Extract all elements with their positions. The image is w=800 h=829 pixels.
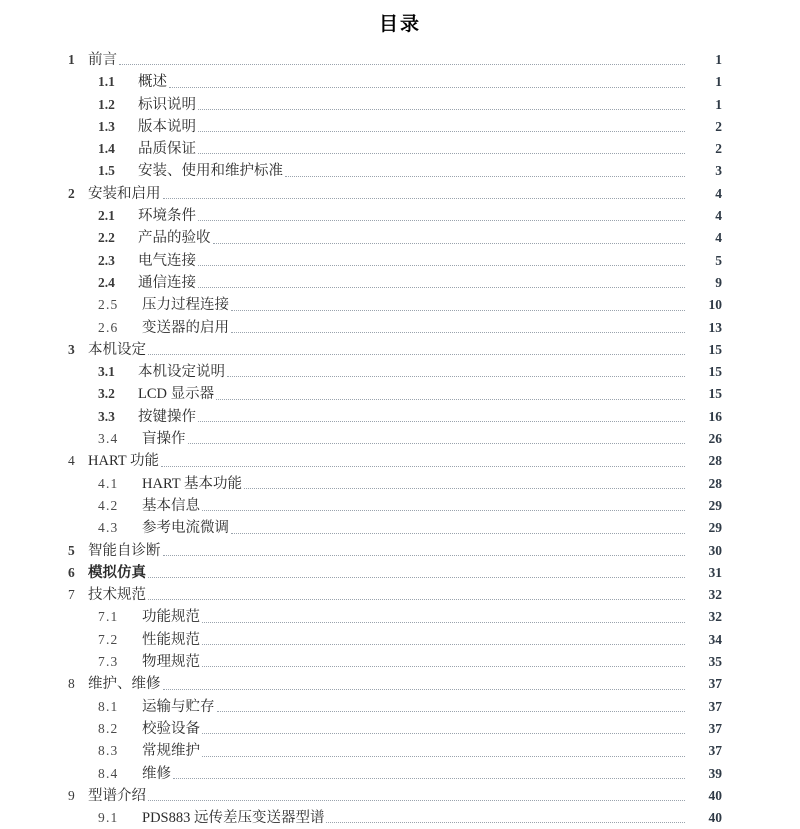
toc-entry-label: 维护、维修 <box>88 676 161 693</box>
toc-entry[interactable] <box>68 718 722 740</box>
toc-entry-label: 安装和启用 <box>88 185 161 202</box>
dot-leader <box>326 807 685 829</box>
dot-leader <box>148 339 685 361</box>
toc-entry[interactable] <box>68 317 722 339</box>
toc-entry-label: 基本信息 <box>142 497 200 514</box>
toc-entry-page-number: 30 <box>708 542 722 558</box>
toc-entry-page-number: 15 <box>708 364 722 380</box>
toc-entry-number: 2.5 <box>98 297 119 313</box>
toc-entry-page-number: 13 <box>708 319 722 335</box>
dot-leader <box>227 361 685 383</box>
dot-leader <box>202 606 685 628</box>
toc-entry-label: 技术规范 <box>88 587 146 604</box>
toc-entry-number: 3 <box>68 341 75 357</box>
toc-entry[interactable] <box>68 183 722 205</box>
page-title: 目录 <box>378 14 421 35</box>
toc-entry-label: 性能规范 <box>142 631 200 648</box>
dot-leader <box>198 94 685 116</box>
toc-entry[interactable] <box>68 428 722 450</box>
toc-entry[interactable] <box>68 562 722 584</box>
toc-entry[interactable] <box>68 49 722 71</box>
toc-entry-label: 压力过程连接 <box>142 297 229 314</box>
toc-entry-number: 8.1 <box>98 698 119 714</box>
toc-entry-number: 6 <box>68 564 75 580</box>
dot-leader <box>198 272 685 294</box>
toc-entry-number: 7.2 <box>98 631 119 647</box>
toc-entry-number: 8.4 <box>98 765 119 781</box>
toc-entry-number: 1.3 <box>98 118 115 134</box>
toc-entry[interactable] <box>68 584 722 606</box>
toc-entry-label: 环境条件 <box>138 208 196 225</box>
dot-leader <box>148 785 685 807</box>
toc-entry[interactable] <box>68 138 722 160</box>
toc-entry-label: 盲操作 <box>142 431 186 448</box>
toc-entry-page-number: 28 <box>708 475 722 491</box>
toc-entry-label: HART 功能 <box>88 453 159 470</box>
toc-entry-label: 模拟仿真 <box>88 564 146 581</box>
toc-entry-label: 智能自诊断 <box>88 542 161 559</box>
toc-entry-page-number: 10 <box>708 297 722 313</box>
toc-entry[interactable] <box>68 450 722 472</box>
toc-entry-number: 2.1 <box>98 208 115 224</box>
toc-entry-number: 4.3 <box>98 520 119 536</box>
toc-entry-page-number: 34 <box>708 631 722 647</box>
dot-leader <box>148 562 685 584</box>
toc-entry-number: 3.3 <box>98 408 115 424</box>
toc-entry-number: 1.4 <box>98 141 115 157</box>
toc-entry-page-number: 37 <box>708 676 722 692</box>
toc-entry[interactable] <box>68 71 722 93</box>
dot-leader <box>231 517 685 539</box>
toc-entry-number: 1 <box>68 52 75 67</box>
toc-entry-page-number: 32 <box>708 587 722 603</box>
dot-leader <box>148 584 685 606</box>
dot-leader <box>217 696 686 718</box>
toc-entry-label: 校验设备 <box>142 720 200 737</box>
toc-entry-page-number: 37 <box>708 698 722 714</box>
toc-entry-page-number: 1 <box>715 96 722 112</box>
toc-entry[interactable] <box>68 763 722 785</box>
toc-entry-number: 1.2 <box>98 96 115 112</box>
dot-leader <box>244 473 685 495</box>
toc-entry-number: 8 <box>68 676 75 692</box>
toc-entry-label: 物理规范 <box>142 654 200 671</box>
toc-entry[interactable] <box>68 94 722 116</box>
toc-entry-label: 品质保证 <box>138 141 196 158</box>
toc-entry-page-number: 9 <box>715 274 722 290</box>
dot-leader <box>202 740 685 762</box>
toc-entry[interactable] <box>68 116 722 138</box>
toc-entry-label: 产品的验收 <box>138 230 211 247</box>
toc-entry[interactable] <box>68 473 722 495</box>
toc-entry-page-number: 1 <box>715 74 722 90</box>
dot-leader <box>202 495 685 517</box>
toc-entry[interactable] <box>68 406 722 428</box>
toc-entry-page-number: 31 <box>708 564 722 580</box>
dot-leader <box>163 183 686 205</box>
toc-entry[interactable] <box>68 807 722 829</box>
toc-entry-label: 运输与贮存 <box>142 698 215 715</box>
toc-entry-label: LCD 显示器 <box>138 386 215 403</box>
toc-entry[interactable] <box>68 361 722 383</box>
dot-leader <box>216 383 685 405</box>
toc-entry-page-number: 15 <box>708 386 722 402</box>
toc-entry-page-number: 4 <box>715 185 722 201</box>
toc-entry-page-number: 40 <box>708 787 722 803</box>
toc-entry-number: 3.2 <box>98 386 115 402</box>
toc-entry-page-number: 37 <box>708 743 722 759</box>
toc-entry-page-number: 37 <box>708 720 722 736</box>
toc-entry-page-number: 2 <box>715 118 722 134</box>
dot-leader <box>198 250 685 272</box>
dot-leader <box>202 629 685 651</box>
toc-entry-label: 电气连接 <box>138 252 196 269</box>
toc-entry-number: 2.3 <box>98 252 115 268</box>
toc-entry-page-number: 39 <box>708 765 722 781</box>
toc-entry-number: 2.4 <box>98 274 115 290</box>
dot-leader <box>202 718 685 740</box>
toc-entry[interactable] <box>68 383 722 405</box>
toc-entry-page-number: 40 <box>708 810 722 826</box>
dot-leader <box>198 205 685 227</box>
toc-entry-label: 版本说明 <box>138 118 196 135</box>
toc-entry-page-number: 29 <box>708 520 722 536</box>
dot-leader <box>213 227 686 249</box>
dot-leader <box>198 406 685 428</box>
toc-entry[interactable] <box>68 740 722 762</box>
toc-entry[interactable] <box>68 339 722 361</box>
dot-leader <box>169 71 685 93</box>
dot-leader <box>198 138 685 160</box>
toc-entry-label: 功能规范 <box>142 609 200 626</box>
toc-entry-label: 通信连接 <box>138 274 196 291</box>
toc-entry-number: 2 <box>68 185 75 201</box>
toc-entry-number: 5 <box>68 542 75 558</box>
dot-leader <box>202 651 685 673</box>
toc-entry[interactable] <box>68 540 722 562</box>
toc-entry-label: 安装、使用和维护标准 <box>138 163 283 180</box>
toc-entry-page-number: 35 <box>708 654 722 670</box>
toc-entry[interactable] <box>68 673 722 695</box>
dot-leader <box>173 763 685 785</box>
toc-entry-label: 常规维护 <box>142 743 200 760</box>
toc-entry-label: 前言 <box>88 52 117 68</box>
toc-entry-number: 2.6 <box>98 319 119 335</box>
toc-entry-label: 维修 <box>142 765 171 782</box>
toc-entry-page-number: 15 <box>708 341 722 357</box>
toc-entry-number: 7.3 <box>98 654 119 670</box>
toc-entry-page-number: 2 <box>715 141 722 157</box>
toc-entry-page-number: 5 <box>715 252 722 268</box>
toc-entry-number: 1.1 <box>98 74 115 90</box>
toc-entry[interactable] <box>68 495 722 517</box>
toc-entry-page-number: 16 <box>708 408 722 424</box>
toc-entry-number: 3.4 <box>98 431 119 447</box>
toc-entry-page-number: 26 <box>708 431 722 447</box>
toc-entry-label: 按键操作 <box>138 408 196 425</box>
toc-entry-page-number: 29 <box>708 497 722 513</box>
toc-entry-label: HART 基本功能 <box>142 475 242 492</box>
toc-entry-number: 4 <box>68 453 75 469</box>
toc-entry[interactable] <box>68 696 722 718</box>
table-of-contents <box>0 49 800 829</box>
toc-entry-number: 8.2 <box>98 720 119 736</box>
toc-entry-label: 概述 <box>138 74 167 91</box>
toc-entry[interactable] <box>68 160 722 182</box>
dot-leader <box>231 317 685 339</box>
toc-entry[interactable] <box>68 651 722 673</box>
dot-leader <box>161 450 685 472</box>
toc-entry[interactable] <box>68 205 722 227</box>
toc-entry[interactable] <box>68 517 722 539</box>
toc-entry-number: 4.1 <box>98 475 119 491</box>
toc-entry-number: 3.1 <box>98 364 115 380</box>
toc-entry[interactable] <box>68 606 722 628</box>
toc-entry[interactable] <box>68 294 722 316</box>
dot-leader <box>231 294 685 316</box>
toc-entry[interactable] <box>68 272 722 294</box>
toc-entry[interactable] <box>68 629 722 651</box>
toc-entry[interactable] <box>68 250 722 272</box>
toc-entry[interactable] <box>68 227 722 249</box>
toc-entry-number: 2.2 <box>98 230 115 246</box>
toc-entry-page-number: 28 <box>708 453 722 469</box>
toc-entry-number: 1.5 <box>98 163 115 179</box>
toc-entry-number: 8.3 <box>98 743 119 759</box>
toc-entry[interactable] <box>68 785 722 807</box>
toc-entry-number: 4.2 <box>98 497 119 513</box>
toc-entry-label: 变送器的启用 <box>142 319 229 336</box>
toc-entry-label: 型谱介绍 <box>88 787 146 804</box>
toc-entry-page-number: 1 <box>715 52 722 67</box>
toc-entry-label: 本机设定 <box>88 341 146 358</box>
dot-leader <box>163 540 686 562</box>
toc-entry-label: PDS883 远传差压变送器型谱 <box>142 810 325 827</box>
dot-leader <box>163 673 686 695</box>
dot-leader <box>198 116 685 138</box>
toc-entry-number: 9 <box>68 787 75 803</box>
toc-entry-label: 参考电流微调 <box>142 520 229 537</box>
toc-entry-page-number: 3 <box>715 163 722 179</box>
toc-entry-page-number: 32 <box>708 609 722 625</box>
toc-entry-number: 7 <box>68 587 75 603</box>
dot-leader <box>285 160 685 182</box>
toc-entry-page-number: 4 <box>715 208 722 224</box>
toc-entry-label: 标识说明 <box>138 96 196 113</box>
toc-entry-label: 本机设定说明 <box>138 364 225 381</box>
toc-entry-number: 9.1 <box>98 810 119 826</box>
toc-entry-page-number: 4 <box>715 230 722 246</box>
dot-leader <box>119 49 685 71</box>
toc-entry-number: 7.1 <box>98 609 119 625</box>
dot-leader <box>188 428 686 450</box>
